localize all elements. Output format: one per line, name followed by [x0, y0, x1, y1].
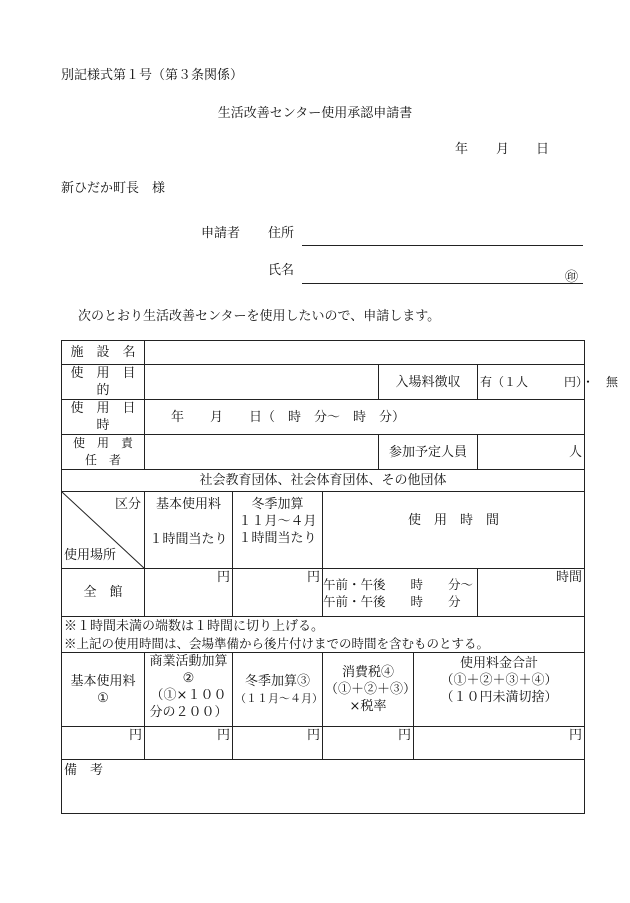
- full-hall-time[interactable]: [323, 569, 478, 617]
- name-label: 氏名: [268, 263, 295, 278]
- full-hall-hours[interactable]: 時間: [478, 569, 585, 617]
- datetime-field[interactable]: 年 月 日（ 時 分～ 時 分）: [145, 400, 585, 435]
- calc-total-label: 使用料金合計: [460, 656, 539, 671]
- facility-name-label: 施 設 名: [62, 341, 145, 365]
- full-hall-base-fee[interactable]: 円: [145, 569, 233, 617]
- purpose-field[interactable]: [145, 365, 379, 400]
- addressee: 新ひだか町長 様: [61, 181, 166, 196]
- seal-mark: ㊞: [565, 270, 579, 285]
- calc-tax-rate: ×税率: [349, 699, 387, 714]
- calc-winter-label: 冬季加算③: [244, 673, 310, 689]
- calc-commercial-label: 商業活動加算: [149, 654, 228, 669]
- calc-base-header: [62, 653, 145, 727]
- calc-commercial-formula-2: 分の２００）: [149, 705, 228, 720]
- datetime-label: 使 用 日 時: [62, 400, 145, 435]
- calc-total-rounding: （１０円未満切捨）: [440, 690, 558, 705]
- calc-tax-label: 消費税④: [341, 665, 394, 680]
- address-line[interactable]: [302, 245, 583, 246]
- remarks-field[interactable]: [62, 760, 585, 814]
- calc-base-label: 基本使用料: [70, 673, 136, 689]
- calc-tax-value[interactable]: 円: [323, 727, 414, 760]
- remarks-label: 備 考: [64, 763, 104, 778]
- calc-total-formula: （①＋②＋③＋④）: [440, 673, 558, 688]
- date-year: 年: [455, 142, 469, 157]
- facility-name-field[interactable]: [145, 341, 585, 365]
- date-month: 月: [496, 142, 510, 157]
- page-title: 生活改善センター使用承認申請書: [217, 106, 413, 121]
- calc-tax-formula: （①＋②＋③）: [325, 682, 417, 697]
- time-from: 午前・午後 時 分～: [323, 576, 474, 592]
- winter-label: 冬季加算: [251, 497, 304, 512]
- entrance-fee-label: 入場料徴収: [379, 365, 478, 400]
- form-number: 別記様式第１号（第３条関係）: [61, 68, 244, 83]
- calc-winter-header: [233, 653, 323, 727]
- winter-header: [233, 492, 323, 569]
- attendees-label: 参加予定人員: [379, 435, 478, 470]
- calc-winter-period: （１１月～４月）: [235, 691, 323, 705]
- diagonal-header-cell: [62, 492, 145, 569]
- calc-total-header: [414, 653, 585, 727]
- full-hall-winter-fee[interactable]: 円: [233, 569, 323, 617]
- manager-field[interactable]: [145, 435, 379, 470]
- base-fee-sub: １時間当たり: [149, 532, 228, 547]
- calc-commercial-num: ②: [182, 671, 195, 686]
- usage-time-header: 使 用 時 間: [323, 492, 585, 569]
- notes-cell: [62, 617, 585, 653]
- calc-commercial-formula-1: （①×１００: [150, 688, 227, 703]
- attendees-field[interactable]: 人: [478, 435, 585, 470]
- base-fee-header: [145, 492, 233, 569]
- group-types: 社会教育団体、社会体育団体、その他団体: [62, 470, 585, 492]
- full-hall-label: 全 館: [62, 569, 145, 617]
- note-1: ※１時間未満の端数は１時間に切り上げる。: [64, 618, 325, 634]
- purpose-label: 使 用 目 的: [62, 365, 145, 400]
- base-fee-label: 基本使用料: [155, 497, 221, 512]
- diag-top-label: 区分: [114, 497, 141, 512]
- application-table: [61, 340, 619, 814]
- calc-commercial-value[interactable]: 円: [145, 727, 233, 760]
- date-day: 日: [536, 142, 550, 157]
- calc-commercial-header: [145, 653, 233, 727]
- time-to: 午前・午後 時 分: [323, 593, 461, 609]
- name-line[interactable]: [302, 283, 583, 284]
- note-2: ※上記の使用時間は、会場準備から後片付けまでの時間を含むものとする。: [64, 635, 490, 651]
- calc-base-value[interactable]: 円: [62, 727, 145, 760]
- winter-sub: １時間当たり: [238, 531, 317, 546]
- winter-period: １１月～４月: [238, 514, 317, 529]
- manager-label: 使 用 責 任 者: [62, 435, 145, 470]
- applicant-label: 申請者: [201, 226, 241, 241]
- intro-text: 次のとおり生活改善センターを使用したいので、申請します。: [78, 309, 441, 324]
- entrance-fee-field[interactable]: 有（１人 円）・ 無: [478, 365, 585, 400]
- address-label: 住所: [268, 226, 295, 241]
- calc-total-value[interactable]: 円: [414, 727, 585, 760]
- calc-base-num: ①: [97, 690, 109, 706]
- calc-winter-value[interactable]: 円: [233, 727, 323, 760]
- diag-bottom-label: 使用場所: [64, 548, 117, 563]
- calc-tax-header: [323, 653, 417, 727]
